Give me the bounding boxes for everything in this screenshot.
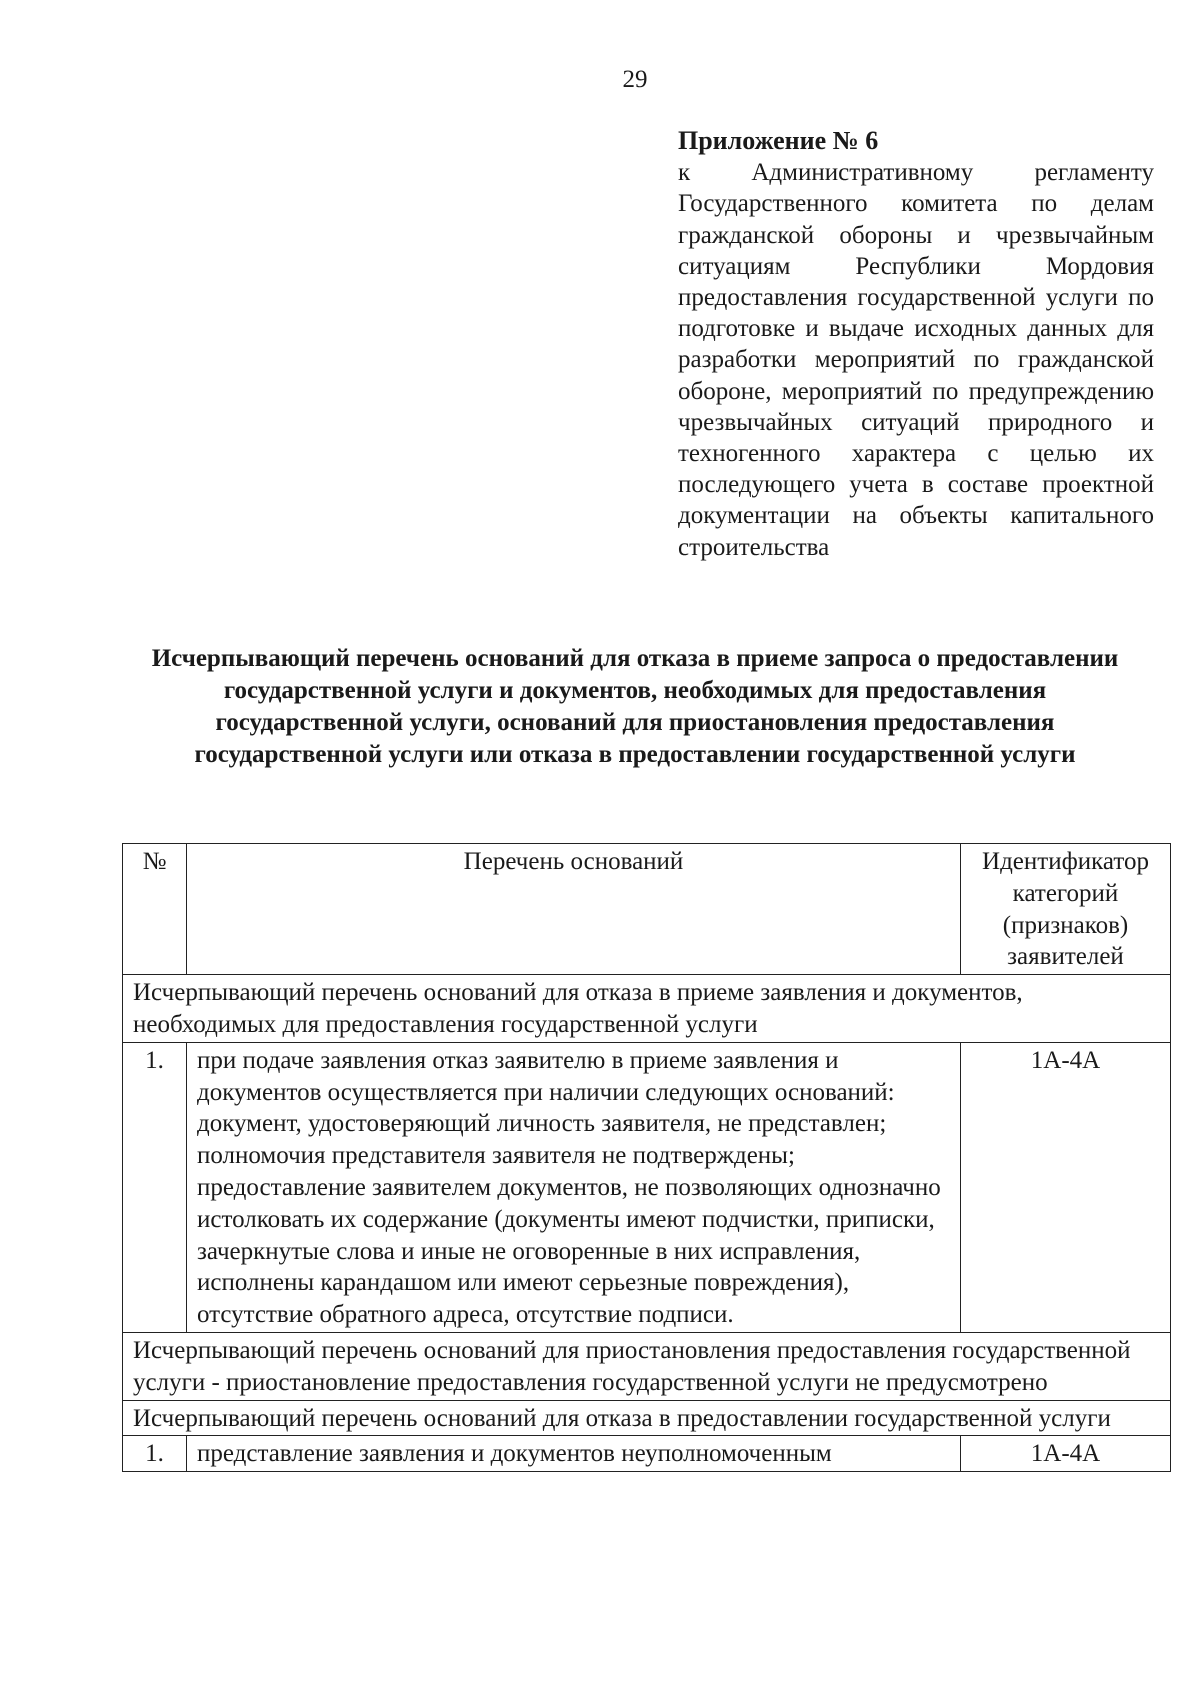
row-number: 1.	[123, 1436, 187, 1472]
table-header-row	[123, 844, 1171, 975]
header-identifier: Идентификатор категорий (признаков) заявителей	[961, 844, 1171, 975]
grounds-table	[122, 843, 1171, 1472]
header-number: №	[123, 844, 187, 975]
document-heading: Исчерпывающий перечень оснований для отказа в приеме запроса о предоставлении государственной услуги и документов, необходимых для предоставления государственной услуги, оснований для приостановления предоставления государственной услуги или отказа в предоставлении государственной услуги	[151, 645, 1119, 768]
header-reasons: Перечень оснований	[187, 844, 961, 975]
page-number: 29	[622, 66, 648, 93]
section-title: Исчерпывающий перечень оснований для отказа в предоставлении государственной услуги	[123, 1400, 1171, 1436]
table-row	[123, 1042, 1171, 1332]
section-title: Исчерпывающий перечень оснований для отказа в приеме заявления и документов, необходимых для предоставления государственной услуги	[123, 975, 1171, 1043]
section-row-refusal-acceptance	[123, 975, 1171, 1043]
row-identifier: 1А-4А	[961, 1436, 1171, 1472]
section-row-refusal-service	[123, 1400, 1171, 1436]
row-number: 1.	[123, 1042, 187, 1332]
appendix-block	[678, 125, 1154, 563]
row-reason-text: при подаче заявления отказ заявителю в приеме заявления и документов осуществляется при наличии следующих оснований: документ, удостоверяющий личность заявителя, не представлен; полномочия представителя заявителя не подтверждены; предоставление заявителем документов, не позволяющих однозначно истолковать их содержание (документы имеют подчистки, приписки, зачеркнутые слова и иные не оговоренные в них исправления, исполнены карандашом или имеют серьезные повреждения), отсутствие обратного адреса, отсутствие подписи.	[187, 1042, 961, 1332]
section-title: Исчерпывающий перечень оснований для приостановления предоставления государственной услуги - приостановление предоставления государственной услуги не предусмотрено	[123, 1332, 1171, 1400]
appendix-text: к Административному регламенту Государственного комитета по делам гражданской обороны и чрезвычайным ситуациям Республики Мордовия предоставления государственной услуги по подготовке и выдаче исходных данных для разработки мероприятий по гражданской обороне, мероприятий по предупреждению чрезвычайных ситуаций природного и техногенного характера с целью их последующего учета в составе проектной документации на объекты капитального строительства	[678, 159, 1154, 561]
section-row-suspension	[123, 1332, 1171, 1400]
table-row	[123, 1436, 1171, 1472]
appendix-title: Приложение № 6	[678, 126, 879, 155]
row-reason-text: представление заявления и документов неуполномоченным	[187, 1436, 961, 1472]
row-identifier: 1А-4А	[961, 1042, 1171, 1332]
